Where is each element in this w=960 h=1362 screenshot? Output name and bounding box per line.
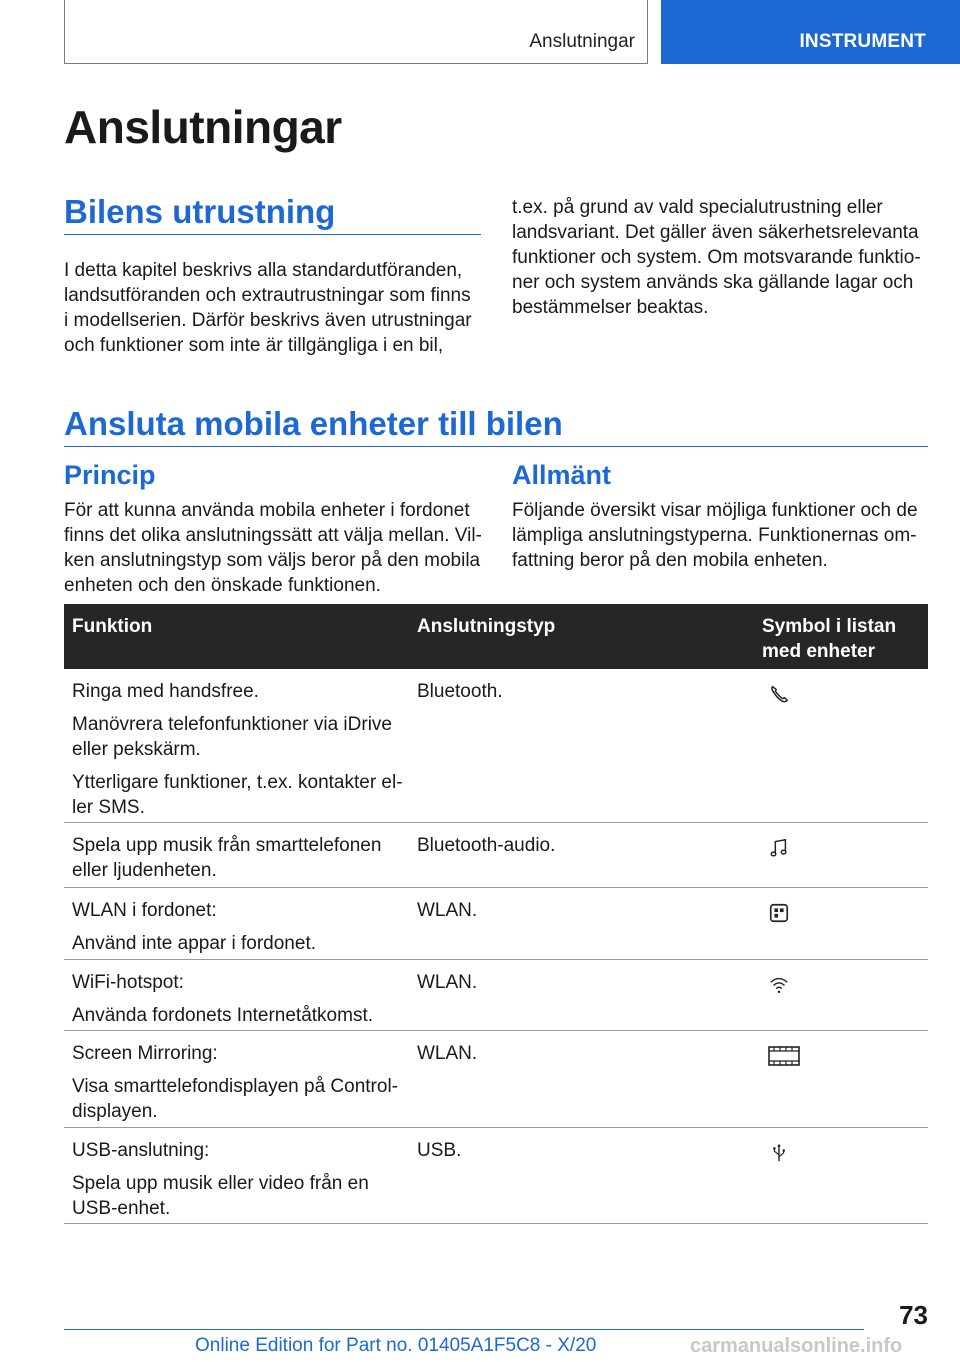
page-title: Anslutningar — [64, 101, 342, 153]
apps-icon — [768, 902, 790, 924]
cell-funktion — [64, 823, 409, 887]
cell-text: Ringa med handsfree. — [72, 681, 259, 702]
table-row — [64, 823, 928, 888]
col-header-funktion: Funktion — [72, 616, 153, 637]
bilens-text-left — [64, 258, 472, 358]
text-line: ner och system används ska gällande lagar och — [512, 272, 914, 293]
cell-anslutningstyp — [409, 888, 754, 959]
text-line: landsvariant. Det gäller även säkerhetsrelevanta — [512, 222, 919, 243]
text-line: lämpliga anslutningstyperna. Funktionernas om- — [512, 525, 917, 546]
heading-allmant: Allmänt — [512, 460, 612, 490]
princip-text — [64, 498, 482, 598]
table-row — [64, 1031, 928, 1128]
text-line: och funktioner som inte är tillgängliga i en bil, — [64, 335, 444, 356]
text-line: finns det olika anslutningssätt att välja mellan. Vil- — [64, 525, 482, 546]
screen-mirroring-icon — [768, 1045, 800, 1067]
cell-text: Bluetooth-audio. — [417, 835, 556, 856]
cell-text: Bluetooth. — [417, 681, 503, 702]
cell-funktion — [64, 669, 409, 822]
cell-text: Använd inte appar i fordonet. — [72, 933, 317, 954]
wifi-icon — [768, 974, 790, 996]
footer-rule — [64, 1329, 864, 1330]
heading-rule — [64, 234, 481, 235]
cell-anslutningstyp — [409, 823, 754, 887]
text-line: ken anslutningstyp som väljs beror på den mobila — [64, 550, 481, 571]
cell-text: Manövrera telefonfunktioner via iDrive eller pekskärm. — [72, 714, 392, 760]
cell-anslutningstyp — [409, 1031, 754, 1127]
music-note-icon — [768, 837, 790, 859]
text-line: i modellserien. Därför beskrivs även utrustningar — [64, 310, 472, 331]
header-section-label: Anslutningar — [529, 31, 635, 52]
header-chapter-label: INSTRUMENT — [799, 31, 926, 52]
bilens-text-right — [512, 195, 921, 320]
cell-text: Visa smarttelefondisplayen på Control-displayen. — [72, 1076, 398, 1122]
cell-text: WLAN. — [417, 1043, 478, 1064]
table-header — [64, 604, 928, 669]
cell-text: Använda fordonets Internetåtkomst. — [72, 1005, 374, 1026]
cell-text: Screen Mirroring: — [72, 1043, 218, 1064]
cell-anslutningstyp — [409, 960, 754, 1030]
cell-text: WLAN. — [417, 972, 478, 993]
cell-text: WiFi-hotspot: — [72, 972, 184, 993]
table-row — [64, 669, 928, 823]
usb-icon — [768, 1142, 790, 1164]
text-line: landsutföranden och extrautrustningar som finns — [64, 285, 471, 306]
text-line: I detta kapitel beskrivs alla standardutföranden, — [64, 260, 463, 281]
text-line: enheten och den önskade funktionen. — [64, 575, 381, 596]
cell-text: Ytterligare funktioner, t.ex. kontakter el-ler SMS. — [72, 772, 403, 818]
text-line: För att kunna använda mobila enheter i fordonet — [64, 500, 470, 521]
heading-ansluta-mobila: Ansluta mobila enheter till bilen — [64, 405, 563, 442]
watermark: carmanualsonline.info — [690, 1335, 903, 1357]
cell-text: Spela upp musik eller video från en USB-enhet. — [72, 1173, 369, 1219]
cell-text: Spela upp musik från smarttelefonen eller ljudenheten. — [72, 835, 382, 881]
table-row — [64, 960, 928, 1031]
text-line: Följande översikt visar möjliga funktioner och de — [512, 500, 918, 521]
cell-symbol — [754, 823, 928, 887]
cell-funktion — [64, 960, 409, 1030]
cell-text: USB. — [417, 1140, 462, 1161]
table-row — [64, 1128, 928, 1224]
header-chapter-tab[interactable] — [661, 0, 960, 64]
cell-funktion — [64, 888, 409, 959]
cell-text: WLAN i fordonet: — [72, 900, 217, 921]
cell-text: USB-anslutning: — [72, 1140, 210, 1161]
text-line: fattning beror på den mobila enheten. — [512, 550, 828, 571]
page-number: 73 — [899, 1300, 928, 1330]
cell-symbol — [754, 1128, 928, 1223]
table-row — [64, 888, 928, 960]
footer-edition: Online Edition for Part no. 01405A1F5C8 - X/20 — [195, 1335, 597, 1356]
text-line: t.ex. på grund av vald specialutrustning eller — [512, 197, 883, 218]
allmant-text — [512, 498, 918, 573]
cell-anslutningstyp — [409, 1128, 754, 1223]
col-header-symbol: Symbol i listan med enheter — [762, 616, 897, 662]
heading-bilens-utrustning: Bilens utrustning — [64, 193, 336, 230]
cell-text: WLAN. — [417, 900, 478, 921]
heading-rule — [64, 446, 928, 447]
cell-symbol — [754, 888, 928, 959]
header-section-box — [64, 0, 648, 64]
cell-symbol — [754, 669, 928, 822]
cell-funktion — [64, 1128, 409, 1223]
cell-funktion — [64, 1031, 409, 1127]
connections-table — [64, 604, 928, 1224]
col-header-anslutningstyp: Anslutningstyp — [417, 616, 556, 637]
cell-anslutningstyp — [409, 669, 754, 822]
text-line: bestämmelser beaktas. — [512, 297, 709, 318]
phone-icon — [768, 683, 790, 705]
cell-symbol — [754, 960, 928, 1030]
text-line: funktioner och system. Om motsvarande funktio- — [512, 247, 921, 268]
heading-princip: Princip — [64, 460, 156, 490]
cell-symbol — [754, 1031, 928, 1127]
